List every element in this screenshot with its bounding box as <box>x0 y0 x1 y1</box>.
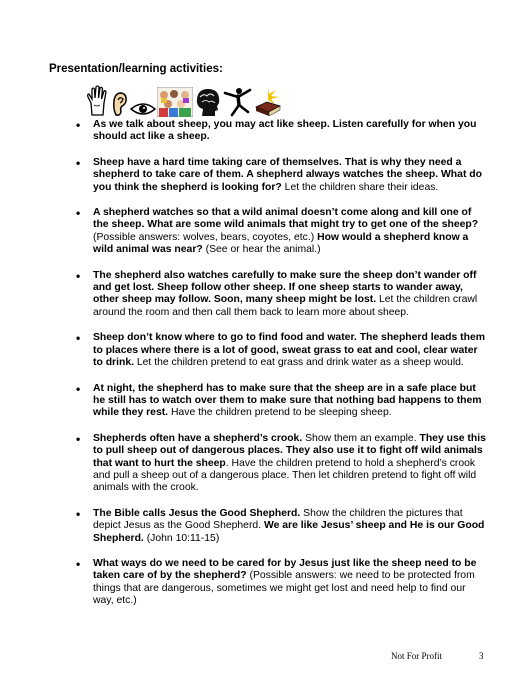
children-group-icon <box>157 87 193 117</box>
list-item <box>76 207 488 257</box>
list-item <box>76 383 488 420</box>
plain-text: (Possible answers: wolves, bears, coyotes, etc.) <box>93 231 318 243</box>
plain-text: Let the children share their ideas. <box>281 181 439 193</box>
activities-list <box>76 119 488 608</box>
dancer-icon <box>223 87 253 117</box>
activity-icons-row <box>86 83 282 117</box>
list-item <box>76 119 488 144</box>
bold-text: What ways do we need to be cared for by Jesus just like the sheep need to be taken care of by the shepherd? <box>93 557 477 582</box>
list-item <box>76 270 488 320</box>
plain-text: . Have the children pretend to hold a shepherd’s crook and pull a sheep out of a dangerous place. Then let children pretend to fight off wild animals with the crook. <box>93 457 477 494</box>
bold-text: The shepherd also watches carefully to make sure the sheep don’t wander off and get lost. Sheep follow other sheep. If one sheep starts to wander away, other sheep may follow. Soon, many sheep might be lost. <box>93 269 477 306</box>
plain-text: Let the children crawl around the room and then call them back to learn more about sheep. <box>93 294 478 318</box>
bold-text: Sheep have a hard time taking care of themselves. That is why they need a shepherd to take care of them. A shepherd always watches the sheep. What do you think the shepherd is looking for? <box>93 156 482 193</box>
bold-text: We are like Jesus’ sheep and He is our Good Shepherd. <box>93 520 485 544</box>
bold-text: The Bible calls Jesus the Good Shepherd. <box>93 507 301 519</box>
list-item <box>76 433 488 495</box>
bold-text: As we talk about sheep, you may act like sheep. Listen carefully for when you should act like a sheep. <box>93 119 477 143</box>
eye-icon <box>130 101 156 117</box>
bold-text: Sheep don’t know where to go to find food and water. The shepherd leads them to places where there is a lot of good, sweat grass to eat and cool, clear water to drink. <box>93 332 485 369</box>
ear-icon <box>111 91 129 117</box>
bold-text: They use this to pull sheep out of dangerous places. They also use it to fight off wild animals that want to hurt the sheep <box>93 432 486 469</box>
bold-text: How would a shepherd know a wild animal was near? <box>93 231 469 256</box>
hand-icon <box>86 85 110 117</box>
page-number: 3 <box>479 651 484 661</box>
plain-text: Have the children pretend to be sleeping sheep. <box>168 407 392 419</box>
bold-text: Shepherds often have a shepherd’s crook. <box>93 432 303 444</box>
plain-text: (Possible answers: we need to be protected from things that are dangerous, sometimes we might get lost and need help to find our way, etc.) <box>93 570 475 607</box>
plain-text: Show the children the pictures that depict Jesus as the Good Shepherd. <box>93 507 463 532</box>
bold-text: At night, the shepherd has to make sure that the sheep are in a safe place but he still has to watch over them to make sure that nothing bad happens to them while they rest. <box>93 382 482 419</box>
footer-note: Not For Profit <box>391 651 443 661</box>
plain-text: Let the children pretend to eat grass and drink water as a sheep would. <box>133 357 464 369</box>
list-item <box>76 558 488 608</box>
page-footer <box>391 651 491 661</box>
plain-text: (See or hear the animal.) <box>202 244 321 256</box>
plain-text: (John 10:11-15) <box>143 532 220 544</box>
list-item <box>76 508 488 545</box>
list-item <box>76 332 488 369</box>
section-heading: Presentation/learning activities: <box>49 63 223 75</box>
bold-text: A shepherd watches so that a wild animal doesn’t come along and kill one of the sheep. What are some wild animals that might try to get one of the sheep? <box>93 207 479 231</box>
plain-text: Show them an example. <box>302 432 420 444</box>
list-item <box>76 157 488 194</box>
head-profile-icon <box>194 87 222 117</box>
bible-icon <box>254 87 282 117</box>
